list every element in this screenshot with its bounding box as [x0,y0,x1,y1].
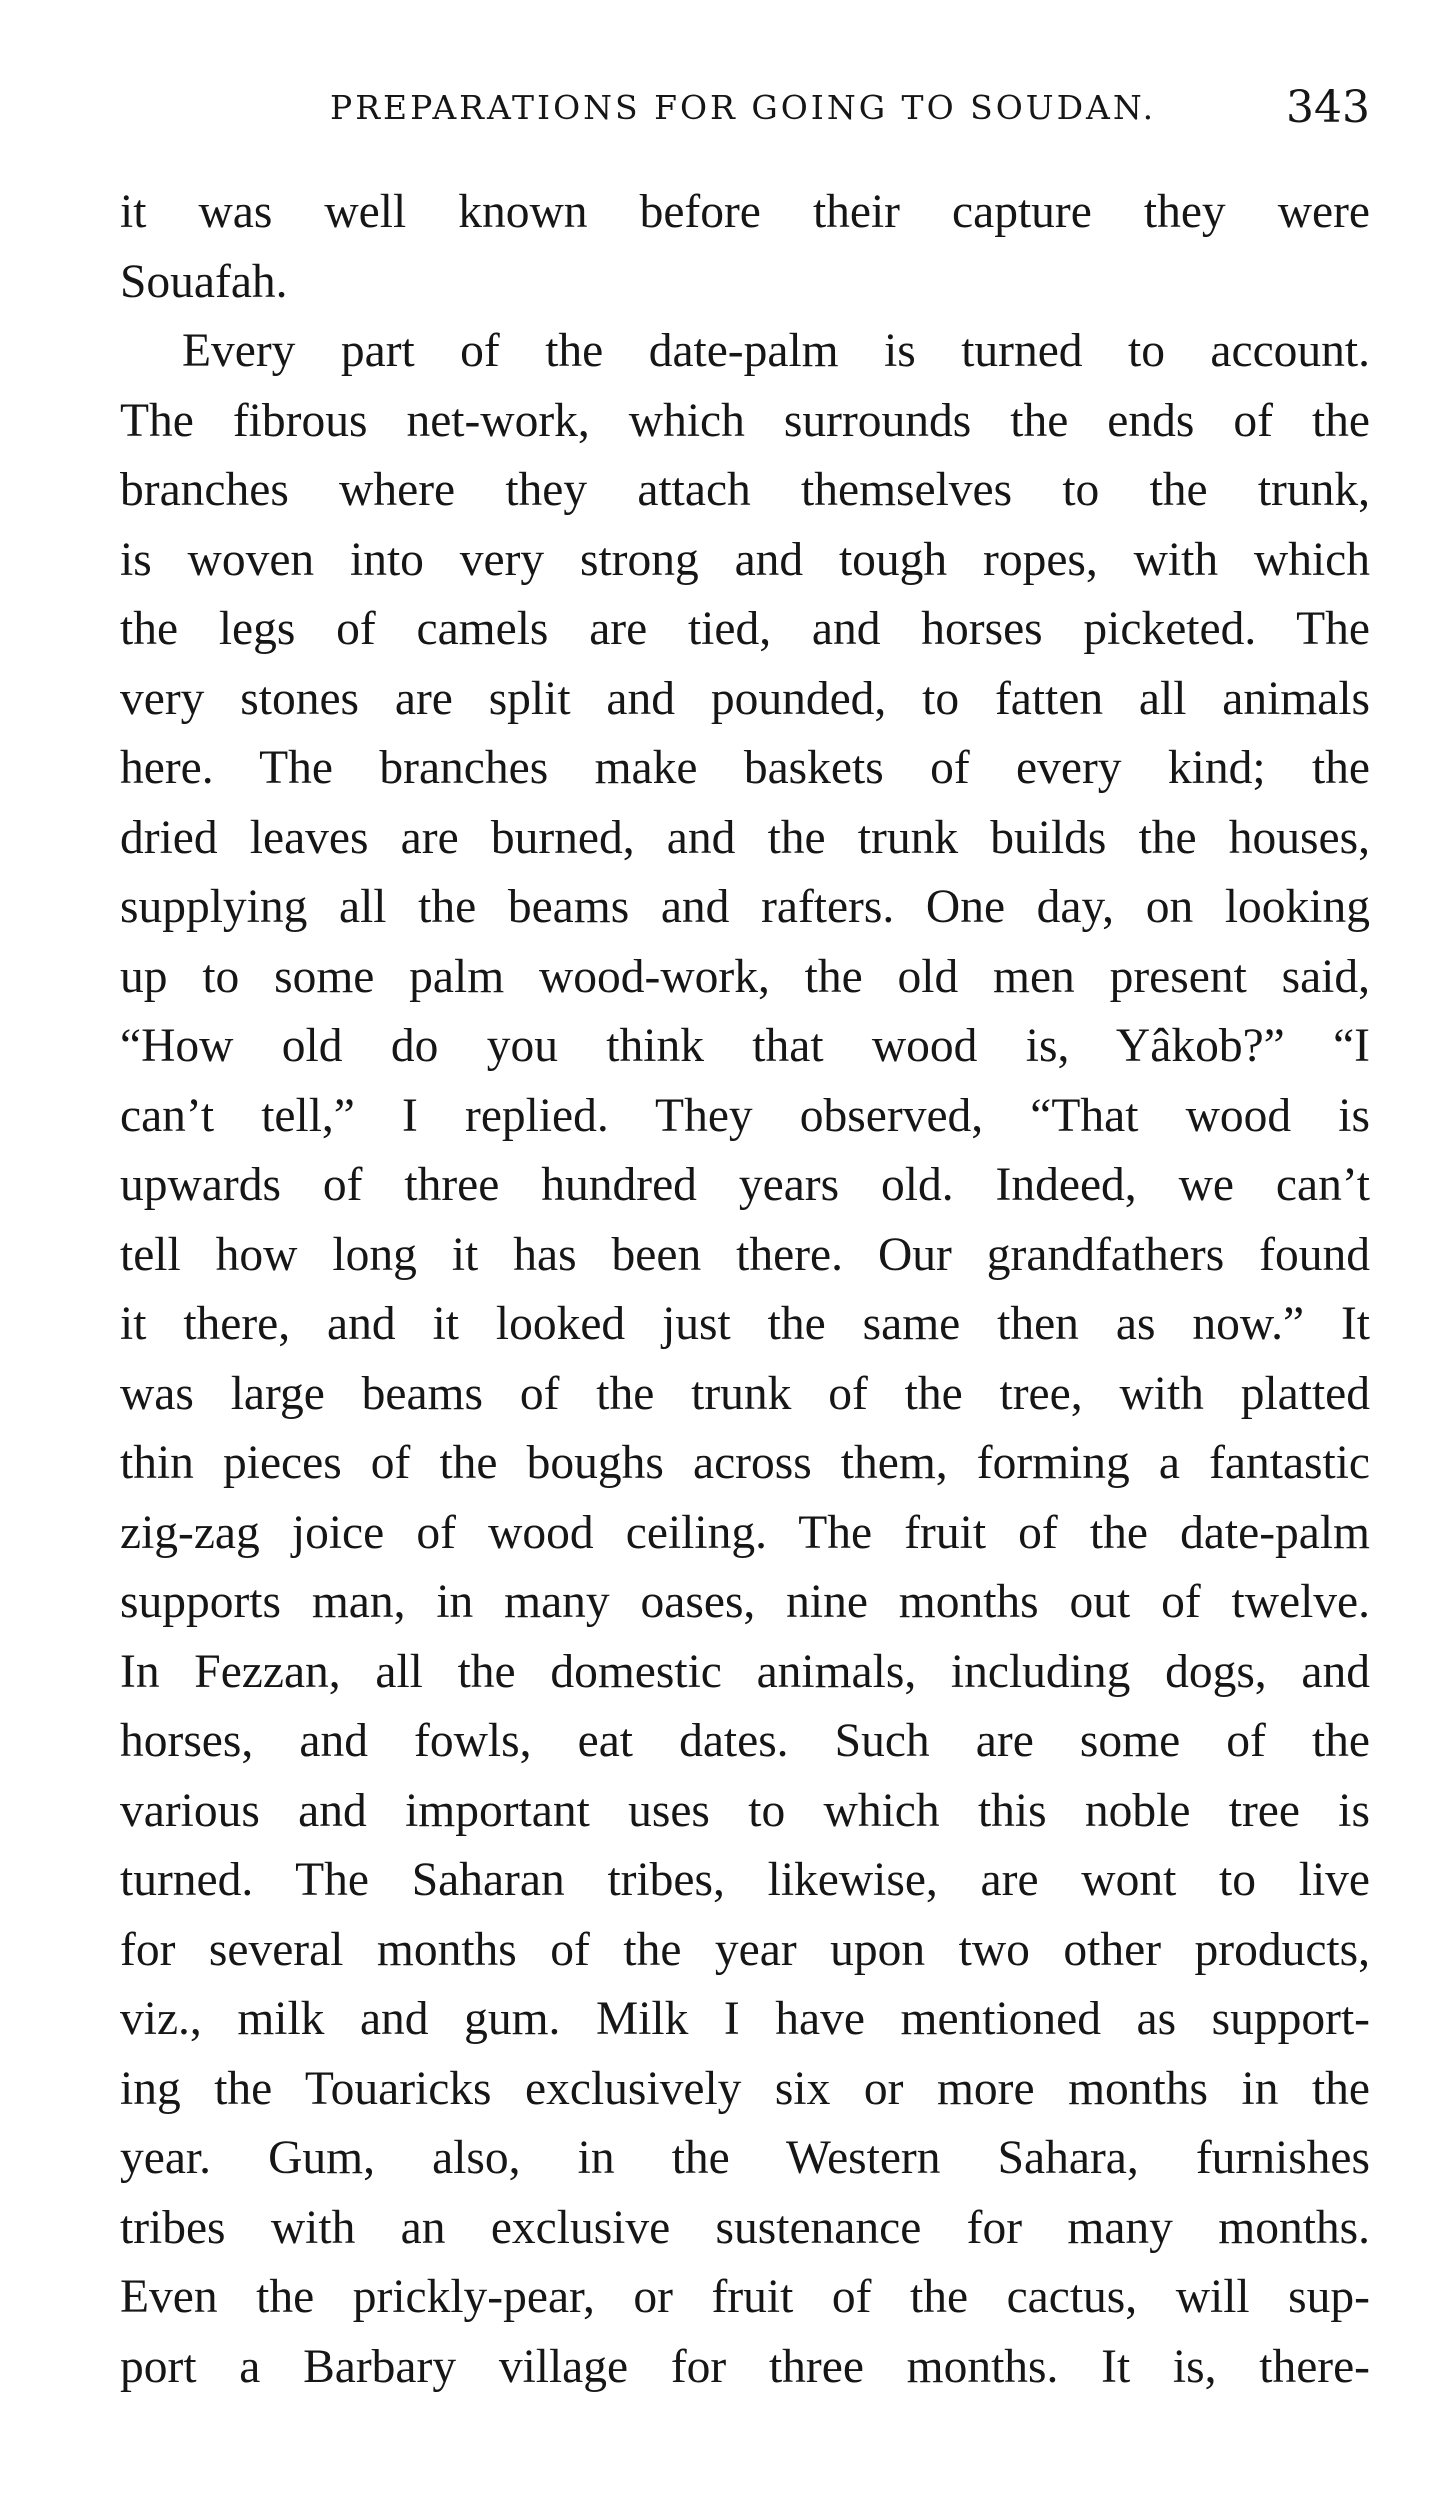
text-line: is woven into very strong and tough ropes, with which [120,533,1370,586]
text-line: branches where they attach themselves to the trunk, [120,464,1370,516]
text-line: tell how long it has been there. Our grandfathers found [120,1228,1370,1281]
text-line: for several months of the year upon two other products, [120,1923,1370,1976]
running-title: PREPARATIONS FOR GOING TO SOUDAN. [330,88,1157,127]
text-line: year. Gum, also, in the Western Sahara, furnishes [120,2132,1370,2184]
text-line: the legs of camels are tied, and horses picketed. The [120,603,1370,655]
text-line: port a Barbary village for three months. It is, there- [120,2340,1370,2393]
text-line: up to some palm wood-work, the old men present said, [120,950,1370,1003]
running-head [120,78,1370,138]
text-line: viz., milk and gum. Milk I have mentioned as support- [120,1993,1370,2045]
text-line: ing the Touaricks exclusively six or more months in the [120,2062,1370,2115]
text-line: The fibrous net-work, which surrounds the ends of the [120,394,1370,447]
text-line: thin pieces of the boughs across them, forming a fantastic [120,1437,1370,1489]
text-line: here. The branches make baskets of every kind; the [120,742,1370,794]
text-line: it there, and it looked just the same then as now.” It [120,1298,1370,1350]
body-text [120,178,1370,2402]
text-line: supports man, in many oases, nine months out of twelve. [120,1576,1370,1628]
text-line: “How old do you think that wood is, Yâkob?” “I [120,1020,1370,1072]
paragraph-first-line: Every part of the date-palm is turned to account. [182,325,1370,377]
text-line: dried leaves are burned, and the trunk builds the houses, [120,811,1370,864]
text-line: horses, and fowls, eat dates. Such are some of the [120,1715,1370,1767]
text-line: very stones are split and pounded, to fatten all animals [120,672,1370,725]
text-line: Even the prickly-pear, or fruit of the cactus, will sup- [120,2271,1370,2323]
text-line: was large beams of the trunk of the tree, with platted [120,1367,1370,1420]
text-line: various and important uses to which this noble tree is [120,1784,1370,1837]
text-line: supplying all the beams and rafters. One day, on looking [120,881,1370,933]
text-line: it was well known before their capture they were [120,186,1370,238]
text-line: upwards of three hundred years old. Indeed, we can’t [120,1159,1370,1211]
page-number: 343 [1286,82,1370,133]
text-line: zig-zag joice of wood ceiling. The fruit of the date-palm [120,1506,1370,1559]
text-line: can’t tell,” I replied. They observed, “That wood is [120,1089,1370,1142]
text-line: Souafah. [120,255,288,308]
text-line: In Fezzan, all the domestic animals, including dogs, and [120,1645,1370,1698]
text-line: tribes with an exclusive sustenance for many months. [120,2201,1370,2254]
text-line: turned. The Saharan tribes, likewise, are wont to live [120,1854,1370,1906]
